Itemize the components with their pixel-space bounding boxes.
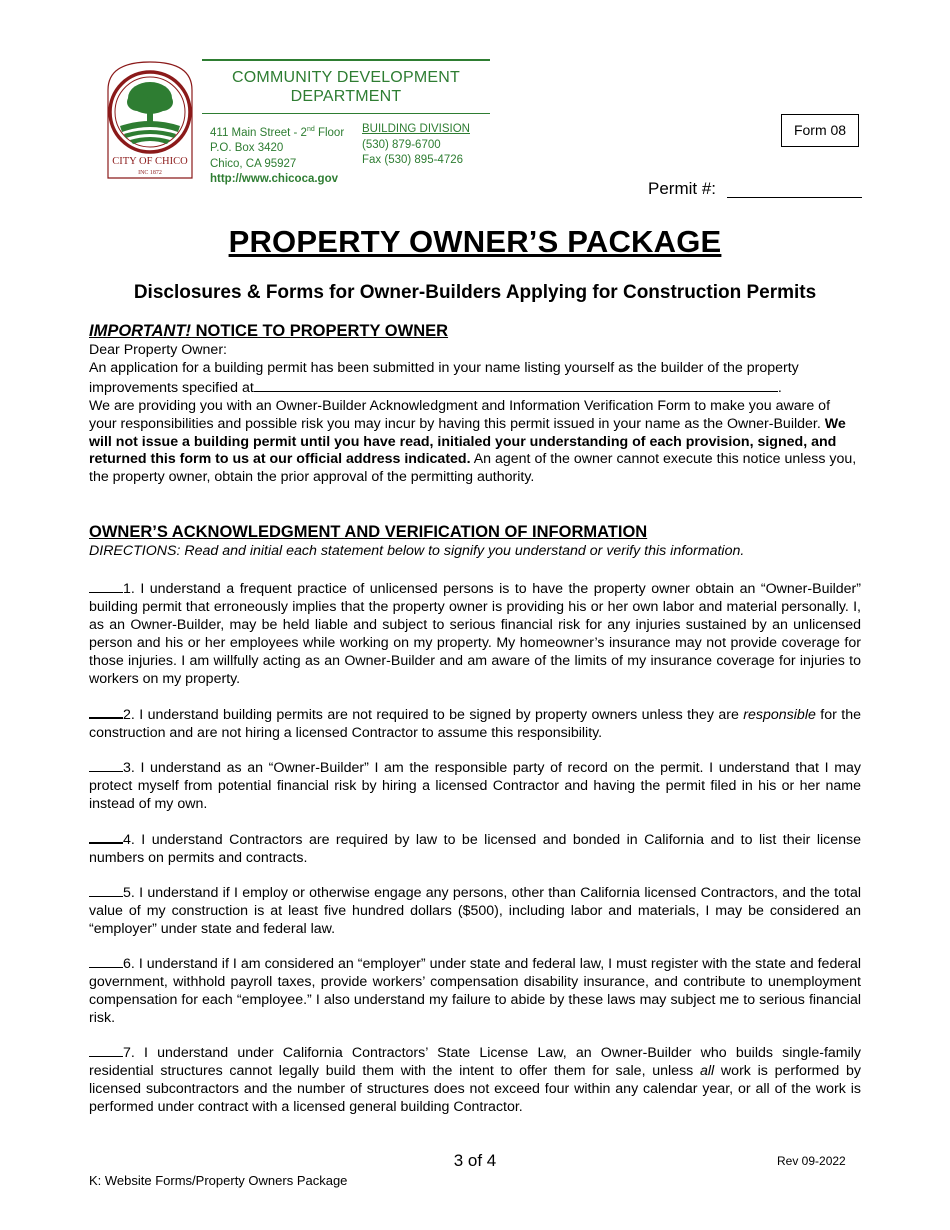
header-rule-middle [202,113,490,114]
notice-heading: IMPORTANT! NOTICE TO PROPERTY OWNER [89,322,449,340]
permit-number-field[interactable] [727,197,862,198]
svg-text:CITY OF CHICO: CITY OF CHICO [112,156,188,167]
acknowledgment-item-2: 2. I understand building permits are not required to be signed by property owners unless they are responsible for the construction and are not hiring a licensed Contractor to assume this responsibility. [89,704,861,743]
division-fax: Fax (530) 895-4726 [362,154,464,166]
address-line-3: Chico, CA 95927 [210,157,297,170]
initial-field-4[interactable] [89,829,123,844]
department-name: COMMUNITY DEVELOPMENT DEPARTMENT [232,69,460,105]
address-line-2: P.O. Box 3420 [210,142,284,155]
initial-field-1[interactable] [89,579,123,593]
page-subtitle: Disclosures & Forms for Owner-Builders Applying for Construction Permits [133,282,817,303]
address-line-1: 411 Main Street - 2nd Floor [210,126,345,139]
notice-body [89,342,861,487]
acknowledgment-item-3: 3. I understand as an “Owner-Builder” I am the responsible party of record on the permit. I understand that I may protect myself from potential financial risk by hiring a licensed Contractor and having the permit filed in his or her name instead of my own. [89,760,861,812]
initial-field-3[interactable] [89,758,123,772]
header-rule-top [202,59,490,61]
property-address-field[interactable] [254,378,778,392]
division-phone: (530) 879-6700 [362,138,441,151]
file-path: K: Website Forms/Property Owners Package [89,1173,348,1188]
form-number-box: Form 08 [781,114,859,147]
initial-field-7[interactable] [89,1043,123,1057]
address-block [210,122,344,188]
division-name: BUILDING DIVISION [362,123,470,135]
acknowledgment-item-1: 1. I understand a frequent practice of unlicensed persons is to have the property owner obtain an “Owner-Builder” building permit that erroneously implies that the property owner is providing his or her own labor and material personally. I, as an Owner-Builder, may be held liable and subject to serious financial risk for any injuries sustained by an unlicensed person and his or her employees while working on my property. My homeowner’s insurance may not provide coverage for those injuries. I am willfully acting as an Owner-Builder and am aware of the limits of my insurance coverage for injuries to workers on my property. [89,581,861,687]
city-of-chico-logo [104,60,196,180]
revision-label: Rev 09-2022 [777,1154,846,1168]
permit-label: Permit #: [648,179,717,198]
website-link[interactable]: http://www.chicoca.gov [210,173,338,186]
salutation: Dear Property Owner: [89,342,227,358]
acknowledgment-item-6: 6. I understand if I am considered an “employer” under state and federal law, I must register with the state and federal government, withhold payroll taxes, provide workers’ compensation disability insurance, and contribute to unemployment compensation for each “employee.” I also understand my failure to abide by these laws may subject me to serious financial risk. [89,956,861,1026]
notice-paragraph-2: We are providing you with an Owner-Builder Acknowledgment and Information Verification Form to make you aware of your responsibilities and possible risk you may incur by having this permit issued in your name as the Owner-Builder. We will not issue a building permit until you have read, initialed your understanding of each provision, signed, and returned this form to us at our official address indicated. An agent of the owner cannot execute this notice unless you, the property owner, obtain the prior approval of the permitting authority. [89,397,857,486]
acknowledgment-heading: OWNER’S ACKNOWLEDGMENT AND VERIFICATION OF INFORMATION [89,523,648,541]
division-block [362,122,470,169]
acknowledgment-item-7: 7. I understand under California Contractors’ State License Law, an Owner-Builder who builds single-family residential structures cannot legally build them with the intent to offer them for sale, unless all work is performed by licensed subcontractors and the number of structures does not exceed four within any calendar year, or all of the work is performed under contract with a licensed general building Contractor. [89,1045,861,1115]
page-title: PROPERTY OWNER’S PACKAGE [228,224,722,259]
notice-paragraph-1: An application for a building permit has been submitted in your name listing yourself as the builder of the property improvements specified at . [89,359,799,396]
acknowledgment-item-5: 5. I understand if I employ or otherwise engage any persons, other than California licensed Contractors, and the total value of my construction is at least five hundred dollars ($500), including labor and materials, I may be considered an “employer” under state and federal law. [89,885,861,937]
initial-field-2[interactable] [89,704,123,719]
page-number: 3 of 4 [453,1151,497,1170]
acknowledgment-item-4: 4. I understand Contractors are required by law to be licensed and bonded in California and to list their license numbers on permits and contracts. [89,829,861,868]
directions-text: DIRECTIONS: Read and initial each statement below to signify you understand or verify this information. [89,543,745,559]
svg-text:INC 1872: INC 1872 [138,170,162,176]
initial-field-5[interactable] [89,883,123,897]
initial-field-6[interactable] [89,954,123,968]
